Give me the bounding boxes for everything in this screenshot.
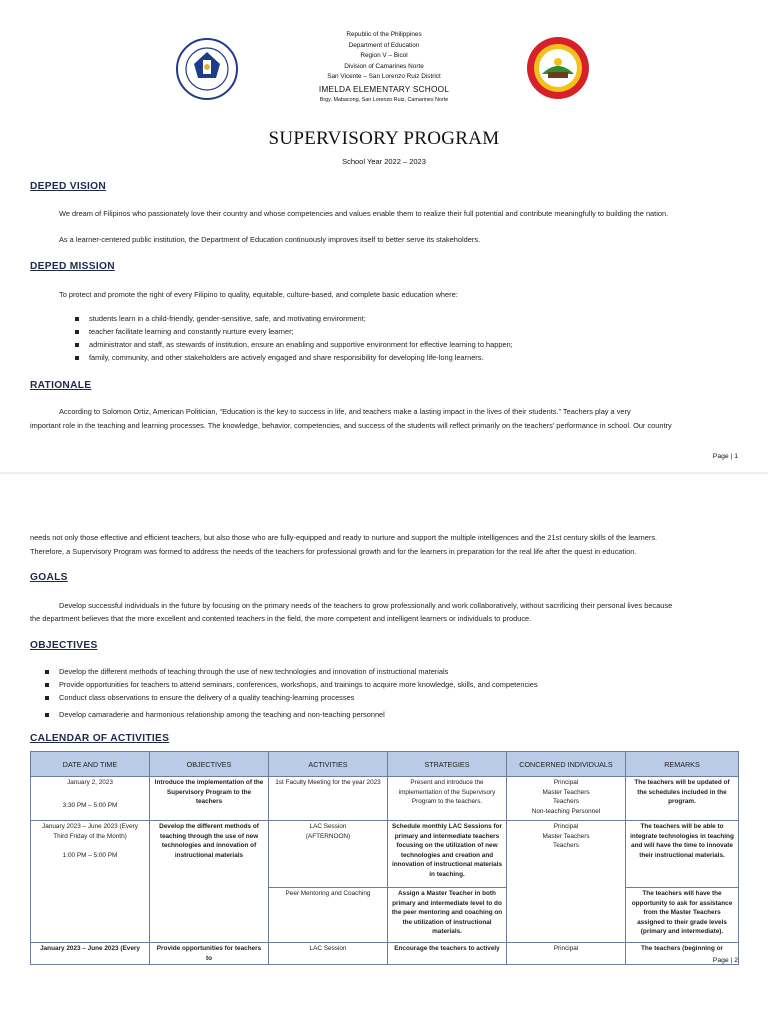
date-text: January 2023 – June 2023 (Every Third Friday of the Month) <box>42 823 138 840</box>
column-header: CONCERNED INDIVIDUALS <box>507 752 626 777</box>
goals-line-2: the department believes that the more excellent and contented teachers in the field, the more competent and intelligent learners or individuals to produce. <box>30 614 532 623</box>
mission-bullet: teacher facilitate learning and constantly nurture every learner; <box>75 325 294 338</box>
rationale-line-3: needs not only those effective and efficient teachers, but also those who are fully-equipped and ready to nurture and support the multiple intelligences and the 21st century skills of the learners. <box>30 533 658 542</box>
objective-bullet: Conduct class observations to ensure the delivery of a quality teaching-learning processes <box>45 691 354 704</box>
rationale-line-4: Therefore, a Supervisory Program was formed to address the needs of the teachers for professional growth and for the learners in preparation for the real life after the quest in education. <box>30 547 637 556</box>
table-header-row <box>31 752 739 777</box>
date-cell: January 2023 – June 2023 (Every <box>31 943 150 965</box>
objective-bullet: Develop the different methods of teaching through the use of new technologies and innovation of instructional materials <box>45 665 448 678</box>
mission-bullet: family, community, and other stakeholders are actively engaged and share responsibility for developing life-long learners. <box>75 351 484 364</box>
header-line-2: Department of Education <box>348 41 420 49</box>
mission-bullet: administrator and staff, as stewards of institution, ensure an enabling and supportive environment for effective learning to happen; <box>75 338 513 351</box>
individuals-cell: Principal <box>507 943 626 965</box>
column-header: ACTIVITIES <box>269 752 388 777</box>
activity-cell: Peer Mentoring and Coaching <box>269 888 388 943</box>
time-text: 1:00 PM – 5:00 PM <box>62 852 118 860</box>
strategy-cell: Encourage the teachers to actively <box>388 943 507 965</box>
column-header: STRATEGIES <box>388 752 507 777</box>
mission-intro: To protect and promote the right of every Filipino to quality, equitable, culture-based, and complete basic education where: <box>59 290 458 299</box>
time-text: 3:30 PM – 5:00 PM <box>62 801 118 809</box>
school-year: School Year 2022 – 2023 <box>342 157 426 166</box>
school-name: IMELDA ELEMENTARY SCHOOL <box>318 84 450 94</box>
strategy-cell: Present and introduce the implementation of the Supervisory Program to the teachers. <box>388 777 507 821</box>
school-address: Brgy. Mabacong, San Lorenzo Ruiz, Camarines Norte <box>319 97 449 103</box>
calendar-table <box>30 751 739 965</box>
activity-cell: LAC Session <box>269 943 388 965</box>
header-line-5: San Vicente – San Lorenzo Ruiz District <box>327 73 441 81</box>
rationale-heading: RATIONALE <box>30 380 92 391</box>
goals-heading: GOALS <box>30 572 68 583</box>
vision-heading: DEPED VISION <box>30 181 107 192</box>
rationale-line-2: important role in the teaching and learning processes. The knowledge, behavior, competencies, and success of the students will reflect primarily on the teachers’ performance in school. Our country <box>30 421 672 430</box>
page-title: SUPERVISORY PROGRAM <box>268 128 500 149</box>
table-row <box>31 943 739 965</box>
activity-cell: LAC Session (AFTERNOON) <box>269 821 388 888</box>
page-number-1: Page | 1 <box>712 453 738 460</box>
page-number-2: Page | 2 <box>712 957 738 964</box>
header-line-3: Region V – Bicol <box>360 52 408 60</box>
mission-bullet: students learn in a child-friendly, gender-sensitive, safe, and motivating environment; <box>75 312 366 325</box>
header-line-1: Republic of the Philippines <box>346 31 422 38</box>
objective-bullet: Provide opportunities for teachers to attend seminars, conferences, workshops, and trainings to acquire more knowledge, skills, and competencies <box>45 678 538 691</box>
objective-bullet: Develop camaraderie and harmonious relationship among the teaching and non-teaching personnel <box>45 708 385 721</box>
deped-seal-logo <box>176 38 238 100</box>
activity-cell: 1st Faculty Meeting for the year 2023 <box>269 777 388 821</box>
objectives-heading: OBJECTIVES <box>30 640 98 651</box>
strategy-cell: Assign a Master Teacher in both primary and intermediate level to do the peer mentoring and coaching on the utilization of instructional materials. <box>388 888 507 943</box>
vision-paragraph-1: We dream of Filipinos who passionately love their country and whose competencies and values enable them to realize their full potential and contribute meaningfully to building the nation. <box>59 209 669 218</box>
individuals-cell: Principal Master Teachers Teachers <box>507 821 626 943</box>
column-header: OBJECTIVES <box>150 752 269 777</box>
table-row <box>31 821 739 888</box>
objective-cell: Develop the different methods of teaching through the use of new technologies and innovation of instructional materials <box>150 821 269 943</box>
remarks-cell: The teachers will be updated of the schedules included in the program. <box>626 777 739 821</box>
remarks-cell: The teachers will have the opportunity to ask for assistance from the Master Teachers assigned to their grade levels (primary and intermediate). <box>626 888 739 943</box>
page-break <box>0 472 768 474</box>
remarks-cell: The teachers (beginning or <box>626 943 739 965</box>
mission-heading: DEPED MISSION <box>30 261 115 272</box>
calendar-heading: CALENDAR OF ACTIVITIES <box>30 733 170 744</box>
table-row <box>31 777 739 821</box>
remarks-cell: The teachers will be able to integrate technologies in teaching and will have the time to innovate their instructional materials. <box>626 821 739 888</box>
goals-line-1: Develop successful individuals in the future by focusing on the primary needs of the teachers to grow professionally and work collaboratively, without sacrificing their personal lives because <box>59 601 673 610</box>
date-text: January 2, 2023 <box>67 779 113 786</box>
vision-paragraph-2: As a learner-centered public institution, the Department of Education continuously improves itself to better serve its stakeholders. <box>59 235 481 244</box>
objective-cell: Introduce the implementation of the Supervisory Program to the teachers <box>150 777 269 821</box>
header-line-4: Division of Camarines Norte <box>344 62 424 70</box>
column-header: DATE AND TIME <box>31 752 150 777</box>
strategy-cell: Schedule monthly LAC Sessions for primary and intermediate teachers focusing on the utilization of new technologies and creation and innovation of instructional materials in teaching. <box>388 821 507 888</box>
date-cell <box>31 777 150 821</box>
objective-cell: Provide opportunities for teachers to <box>150 943 269 965</box>
individuals-cell: Principal Master Teachers Teachers Non-teaching Personnel <box>507 777 626 821</box>
column-header: REMARKS <box>626 752 739 777</box>
date-cell <box>31 821 150 943</box>
division-seal-logo <box>526 36 590 100</box>
rationale-line-1: According to Solomon Ortiz, American Politician, “Education is the key to success in life, and teachers make a lasting impact in the lives of their students.” Teachers play a very <box>59 407 631 416</box>
